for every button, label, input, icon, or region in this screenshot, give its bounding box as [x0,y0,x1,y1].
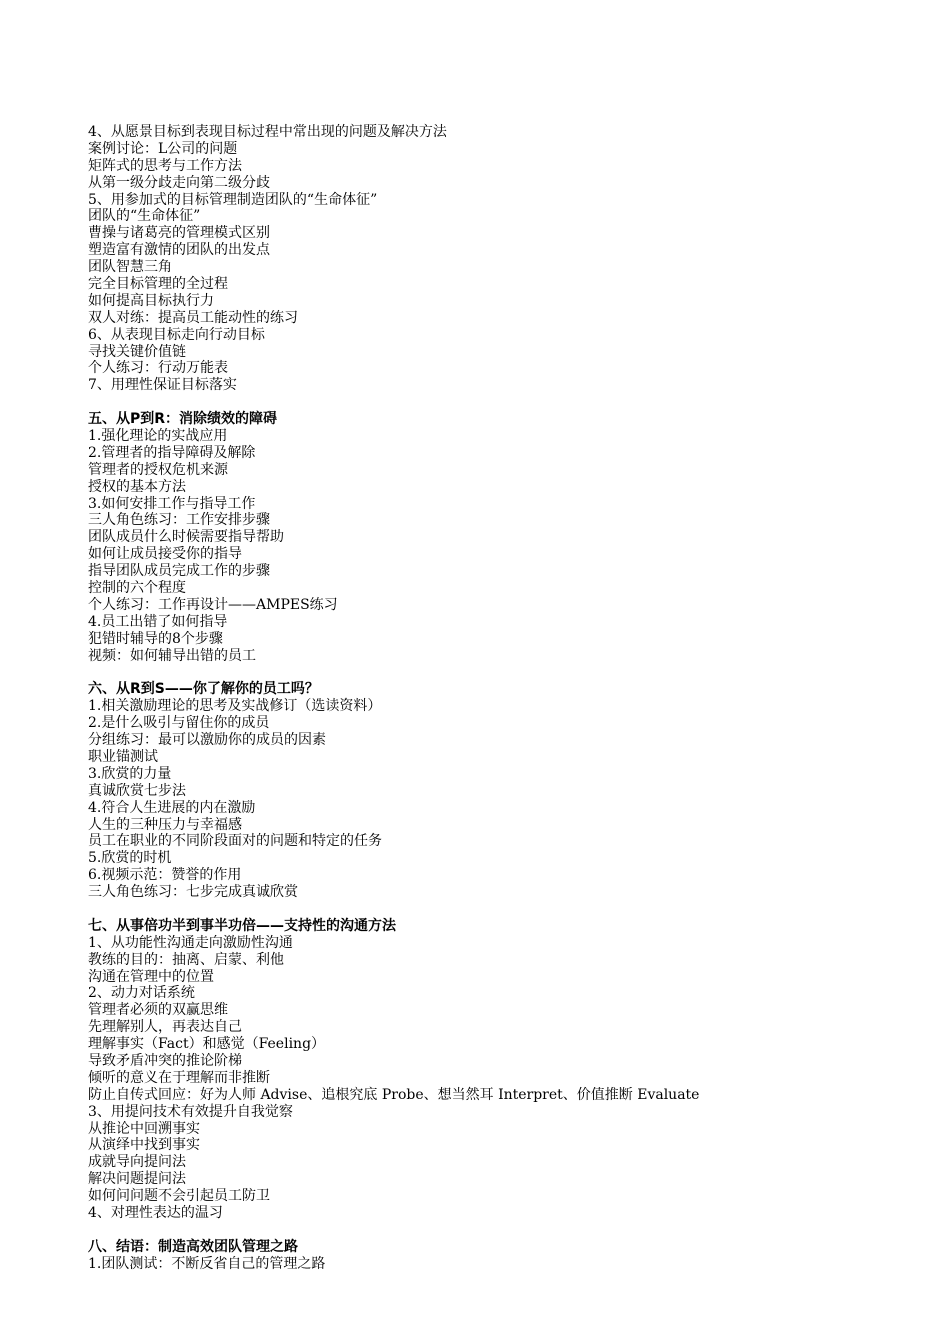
outline-line: 6.视频示范：赞誉的作用 [88,867,242,884]
outline-line: 矩阵式的思考与工作方法 [88,157,242,174]
outline-line: 成就导向提问法 [88,1154,186,1171]
outline-line: 1.相关激励理论的思考及实战修订（选读资料） [88,698,382,715]
outline-line: 沟通在管理中的位置 [88,968,214,985]
outline-line: 防止自传式回应：好为人师 Advise、追根究底 Probe、想当然耳 Interpret、价值推断 Evaluate [88,1086,700,1103]
section-heading: 六、从R到S——你了解你的员工吗？ [88,681,319,698]
outline-line: 团队的“生命体征” [88,208,201,225]
outline-line: 指导团队成员完成工作的步骤 [88,563,270,580]
outline-line: 视频：如何辅导出错的员工 [88,647,256,664]
outline-line: 解决问题提问法 [88,1171,186,1188]
outline-line: 管理者的授权危机来源 [88,461,228,478]
outline-line: 管理者必须的双赢思维 [88,1002,228,1019]
outline-line: 2、动力对话系统 [88,985,195,1002]
section-6 [88,681,918,901]
outline-line: 4.符合人生进展的内在激励 [88,799,256,816]
section-5 [88,411,918,664]
outline-line: 案例讨论：L公司的问题 [88,140,238,157]
outline-line: 理解事实（Fact）和感觉（Feeling） [88,1036,326,1053]
outline-line: 员工在职业的不同阶段面对的问题和特定的任务 [88,833,382,850]
outline-line: 3.欣赏的力量 [88,765,172,782]
outline-line: 从推论中回溯事实 [88,1120,200,1137]
outline-line: 职业锚测试 [88,748,158,765]
outline-line: 7、用理性保证目标落实 [88,377,237,394]
outline-line: 三人角色练习：七步完成真诚欣赏 [88,884,298,901]
outline-line: 团队成员什么时候需要指导帮助 [88,529,284,546]
outline-line: 倾听的意义在于理解而非推断 [88,1069,270,1086]
outline-line: 双人对练：提高员工能动性的练习 [88,309,298,326]
outline-line: 完全目标管理的全过程 [88,276,228,293]
section-heading: 八、结语：制造高效团队管理之路 [88,1238,298,1255]
outline-line: 授权的基本方法 [88,478,186,495]
section-spacer [88,1222,918,1239]
outline-line: 5、用参加式的目标管理制造团队的“生命体征” [88,191,378,208]
outline-line: 塑造富有激情的团队的出发点 [88,242,270,259]
outline-line: 人生的三种压力与幸福感 [88,816,242,833]
outline-line: 2.管理者的指导障碍及解除 [88,444,256,461]
outline-line: 团队智慧三角 [88,259,172,276]
outline-line: 分组练习：最可以激励你的成员的因素 [88,732,326,749]
section-spacer [88,394,918,411]
section-continued [88,124,918,394]
outline-line: 先理解别人，再表达自己 [88,1019,242,1036]
outline-line: 4、对理性表达的温习 [88,1205,223,1221]
outline-line: 4、从愿景目标到表现目标过程中常出现的问题及解决方法 [88,124,447,140]
outline-line: 1、从功能性沟通走向激励性沟通 [88,934,293,951]
outline-line: 控制的六个程度 [88,580,186,597]
outline-line: 个人练习：行动万能表 [88,360,228,377]
outline-line: 真诚欣赏七步法 [88,782,186,799]
section-spacer [88,901,918,918]
outline-line: 寻找关键价值链 [88,343,186,360]
section-heading: 五、从P到R：消除绩效的障碍 [88,411,278,428]
outline-line: 如何提高目标执行力 [88,292,214,309]
section-7 [88,918,918,1222]
section-spacer [88,665,918,682]
outline-line: 个人练习：工作再设计——AMPES练习 [88,596,338,613]
outline-line: 从第一级分歧走向第二级分歧 [88,174,270,191]
outline-line: 犯错时辅导的8个步骤 [88,630,223,647]
outline-line: 4.员工出错了如何指导 [88,613,228,630]
outline-line: 如何让成员接受你的指导 [88,546,242,563]
document-page [88,124,918,1273]
outline-line: 三人角色练习：工作安排步骤 [88,512,270,529]
outline-line: 5.欣赏的时机 [88,850,172,867]
outline-line: 1.团队测试：不断反省自己的管理之路 [88,1255,326,1272]
outline-line: 6、从表现目标走向行动目标 [88,326,265,343]
outline-line: 教练的目的：抽离、启蒙、利他 [88,951,284,968]
section-8 [88,1239,918,1273]
outline-line: 1.强化理论的实战应用 [88,428,228,445]
outline-line: 3、用提问技术有效提升自我觉察 [88,1103,293,1120]
outline-line: 3.如何安排工作与指导工作 [88,495,256,512]
outline-line: 曹操与诸葛亮的管理模式区别 [88,225,270,242]
outline-line: 从演绎中找到事实 [88,1137,200,1154]
outline-line: 2.是什么吸引与留住你的成员 [88,715,270,732]
section-heading: 七、从事倍功半到事半功倍——支持性的沟通方法 [88,917,396,934]
outline-line: 如何问问题不会引起员工防卫 [88,1188,270,1205]
outline-line: 导致矛盾冲突的推论阶梯 [88,1052,242,1069]
